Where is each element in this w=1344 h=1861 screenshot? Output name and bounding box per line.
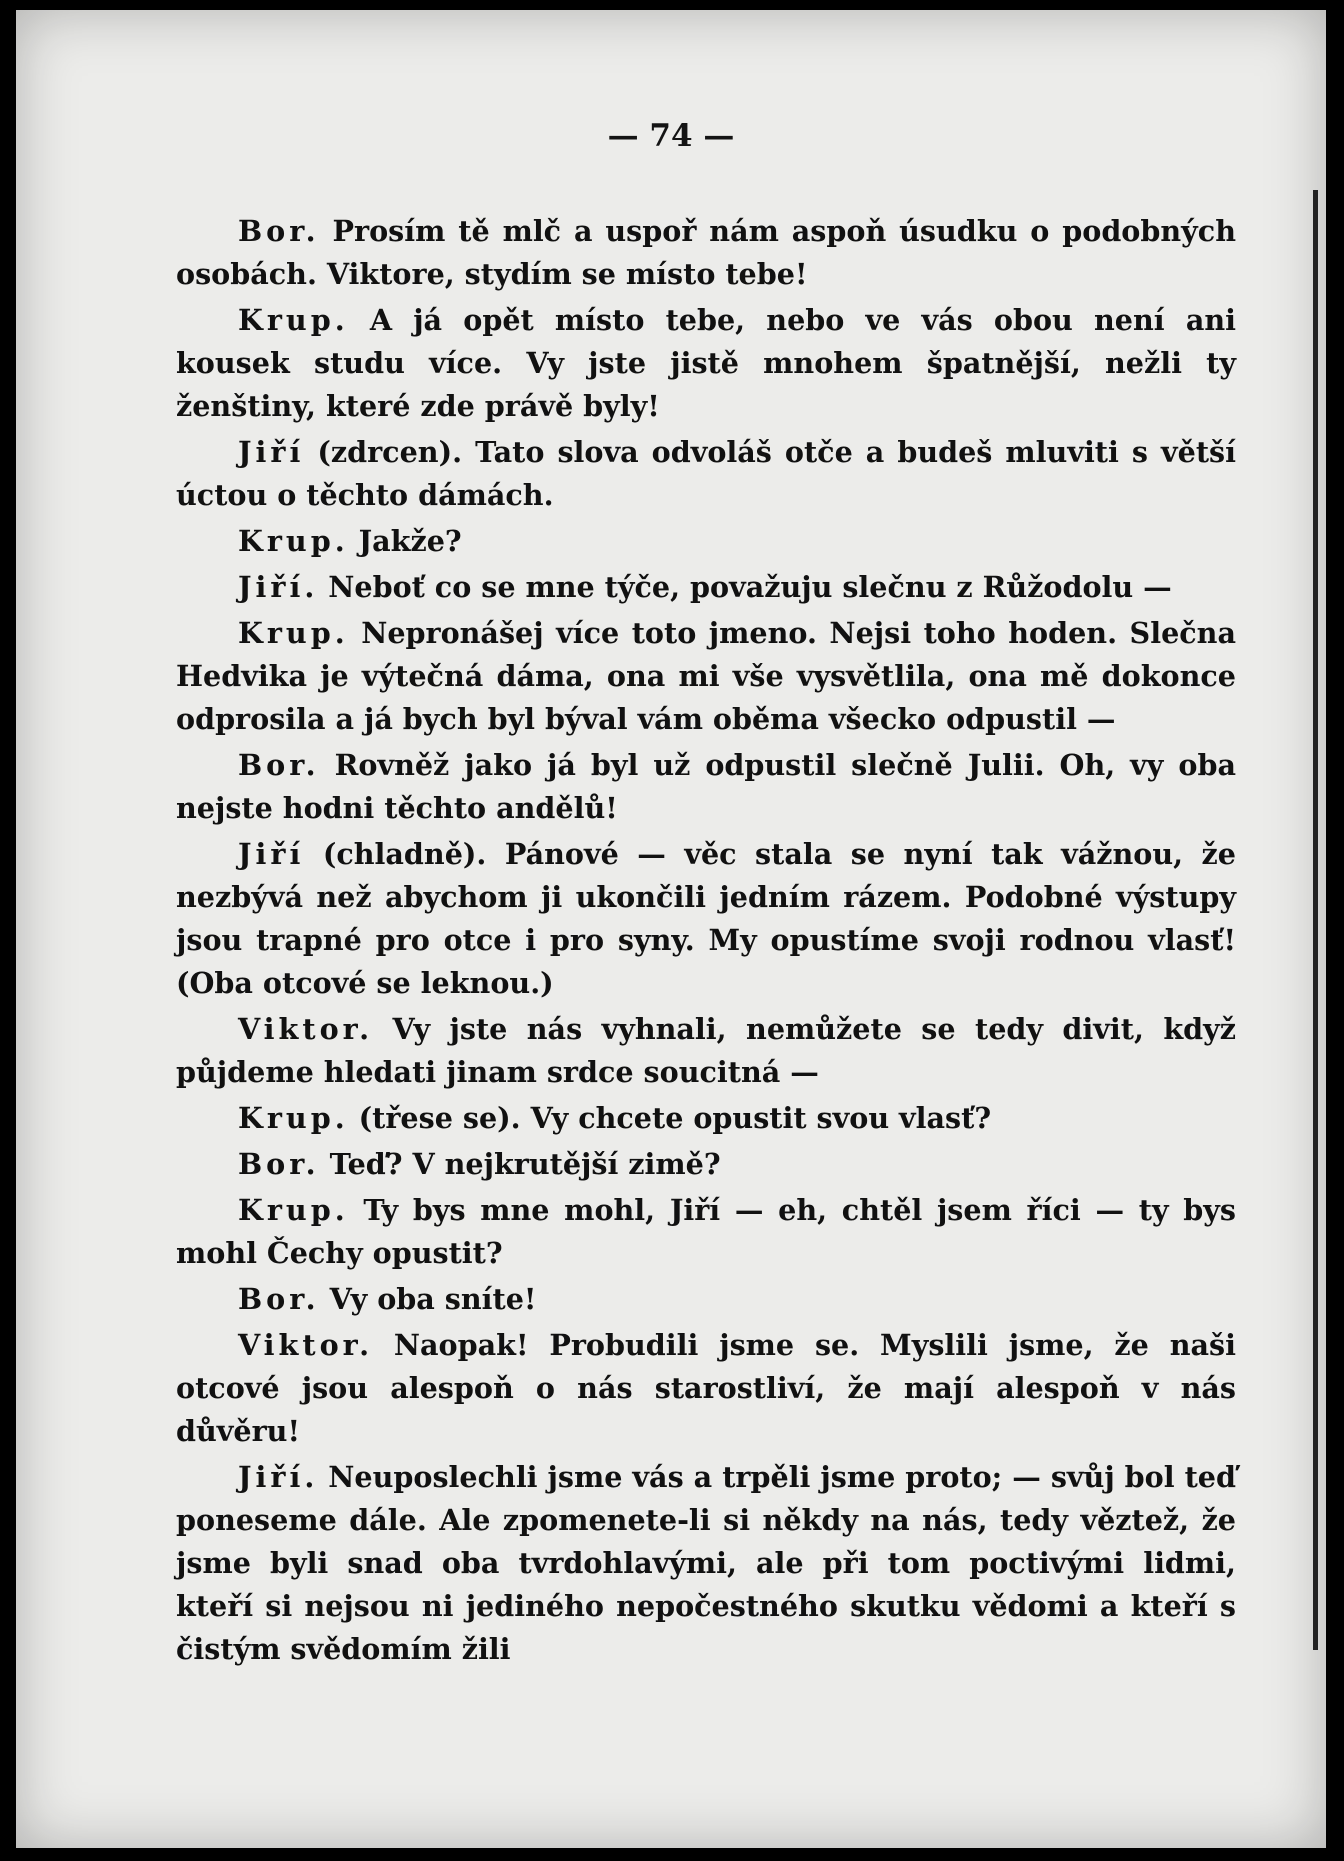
dialogue-text: Rovněž jako já byl už odpustil slečně Julii. Oh, vy oba nejste hodni těchto andělů!	[176, 748, 1236, 825]
dialogue-text: Vy oba sníte!	[329, 1282, 537, 1316]
dialogue-text: Ty bys mne mohl, Jiří — eh, chtěl jsem říci — ty bys mohl Čechy opustit?	[176, 1193, 1236, 1270]
speaker-name: Krup.	[238, 616, 349, 650]
dialogue-text: (třese se). Vy chcete opustit svou vlasť?	[358, 1101, 992, 1135]
speaker-name: Jiří.	[238, 570, 319, 604]
speaker-name: Krup.	[238, 1101, 349, 1135]
dialogue-text: Prosím tě mlč a uspoř nám aspoň úsudku o podobných osobách. Viktore, stydím se místo tebe!	[176, 214, 1236, 291]
dialogue-text: (chladně). Pánové — věc stala se nyní tak vážnou, že nezbývá než abychom ji ukončili jedním rázem. Podobné výstupy jsou trapné pro otce i pro syny. My opustíme svoji rodnou vlasť! (Oba otcové se leknou.)	[176, 837, 1236, 1000]
speaker-name: Krup.	[238, 524, 349, 558]
paragraph	[176, 299, 1236, 428]
paragraph	[176, 1008, 1236, 1094]
paragraph	[176, 431, 1236, 517]
dialogue-text: Nepronášej více toto jmeno. Nejsi toho hoden. Slečna Hedvika je výtečná dáma, ona mi vše vysvětlila, ona mě dokonce odprosila a já bych byl býval vám oběma všecko odpustil —	[176, 616, 1236, 736]
speaker-name: Bor.	[238, 1147, 320, 1181]
paragraph	[176, 566, 1236, 609]
dialogue-text: Naopak! Probudili jsme se. Myslili jsme, že naši otcové jsou alespoň o nás starostliví, že mají alespoň v nás důvěru!	[176, 1328, 1236, 1448]
dialogue-text: Jakže?	[358, 524, 462, 558]
paragraph	[176, 520, 1236, 563]
dialogue-text: Neuposlechli jsme vás a trpěli jsme proto; — svůj bol teď poneseme dále. Ale zpomenete-li si někdy na nás, tedy věztež, že jsme byli snad oba tvrdohlavými, ale při tom poctivými lidmi, kteří si nejsou ni jediného nepočestného skutku vědomi a kteří s čistým svědomím žili	[176, 1460, 1236, 1666]
paragraph	[176, 1143, 1236, 1186]
speaker-name: Bor.	[238, 748, 320, 782]
speaker-name: Bor.	[238, 1282, 320, 1316]
speaker-name: Bor.	[238, 214, 320, 248]
paragraph	[176, 1278, 1236, 1321]
page-edge-shadow	[1313, 190, 1318, 1650]
dialogue-text: Vy jste nás vyhnali, nemůžete se tedy divit, když půjdeme hledati jinam srdce soucitná —	[176, 1012, 1236, 1089]
speaker-name: Jiří	[238, 837, 305, 871]
paragraph	[176, 1324, 1236, 1453]
paragraph	[176, 210, 1236, 296]
dialogue-text: Teď? V nejkrutější zimě?	[329, 1147, 721, 1181]
book-page	[16, 10, 1326, 1848]
paragraph	[176, 612, 1236, 741]
page-number: — 74 —	[607, 118, 735, 154]
speaker-name: Viktor.	[238, 1012, 374, 1046]
paragraph	[176, 1456, 1236, 1671]
dialogue-text: A já opět místo tebe, nebo ve vás obou není ani kousek studu více. Vy jste jistě mnohem špatnější, nežli ty ženštiny, které zde právě byly!	[176, 303, 1236, 423]
body-text	[176, 210, 1236, 1674]
speaker-name: Jiří.	[238, 1460, 319, 1494]
dialogue-text: (zdrcen). Tato slova odvoláš otče a budeš mluviti s větší úctou o těchto dámách.	[176, 435, 1236, 512]
paragraph	[176, 1097, 1236, 1140]
dialogue-text: Neboť co se mne týče, považuju slečnu z Růžodolu —	[328, 570, 1172, 604]
paragraph	[176, 833, 1236, 1005]
paragraph	[176, 1189, 1236, 1275]
speaker-name: Jiří	[238, 435, 305, 469]
paragraph	[176, 744, 1236, 830]
speaker-name: Krup.	[238, 1193, 349, 1227]
speaker-name: Krup.	[238, 303, 349, 337]
speaker-name: Viktor.	[238, 1328, 374, 1362]
